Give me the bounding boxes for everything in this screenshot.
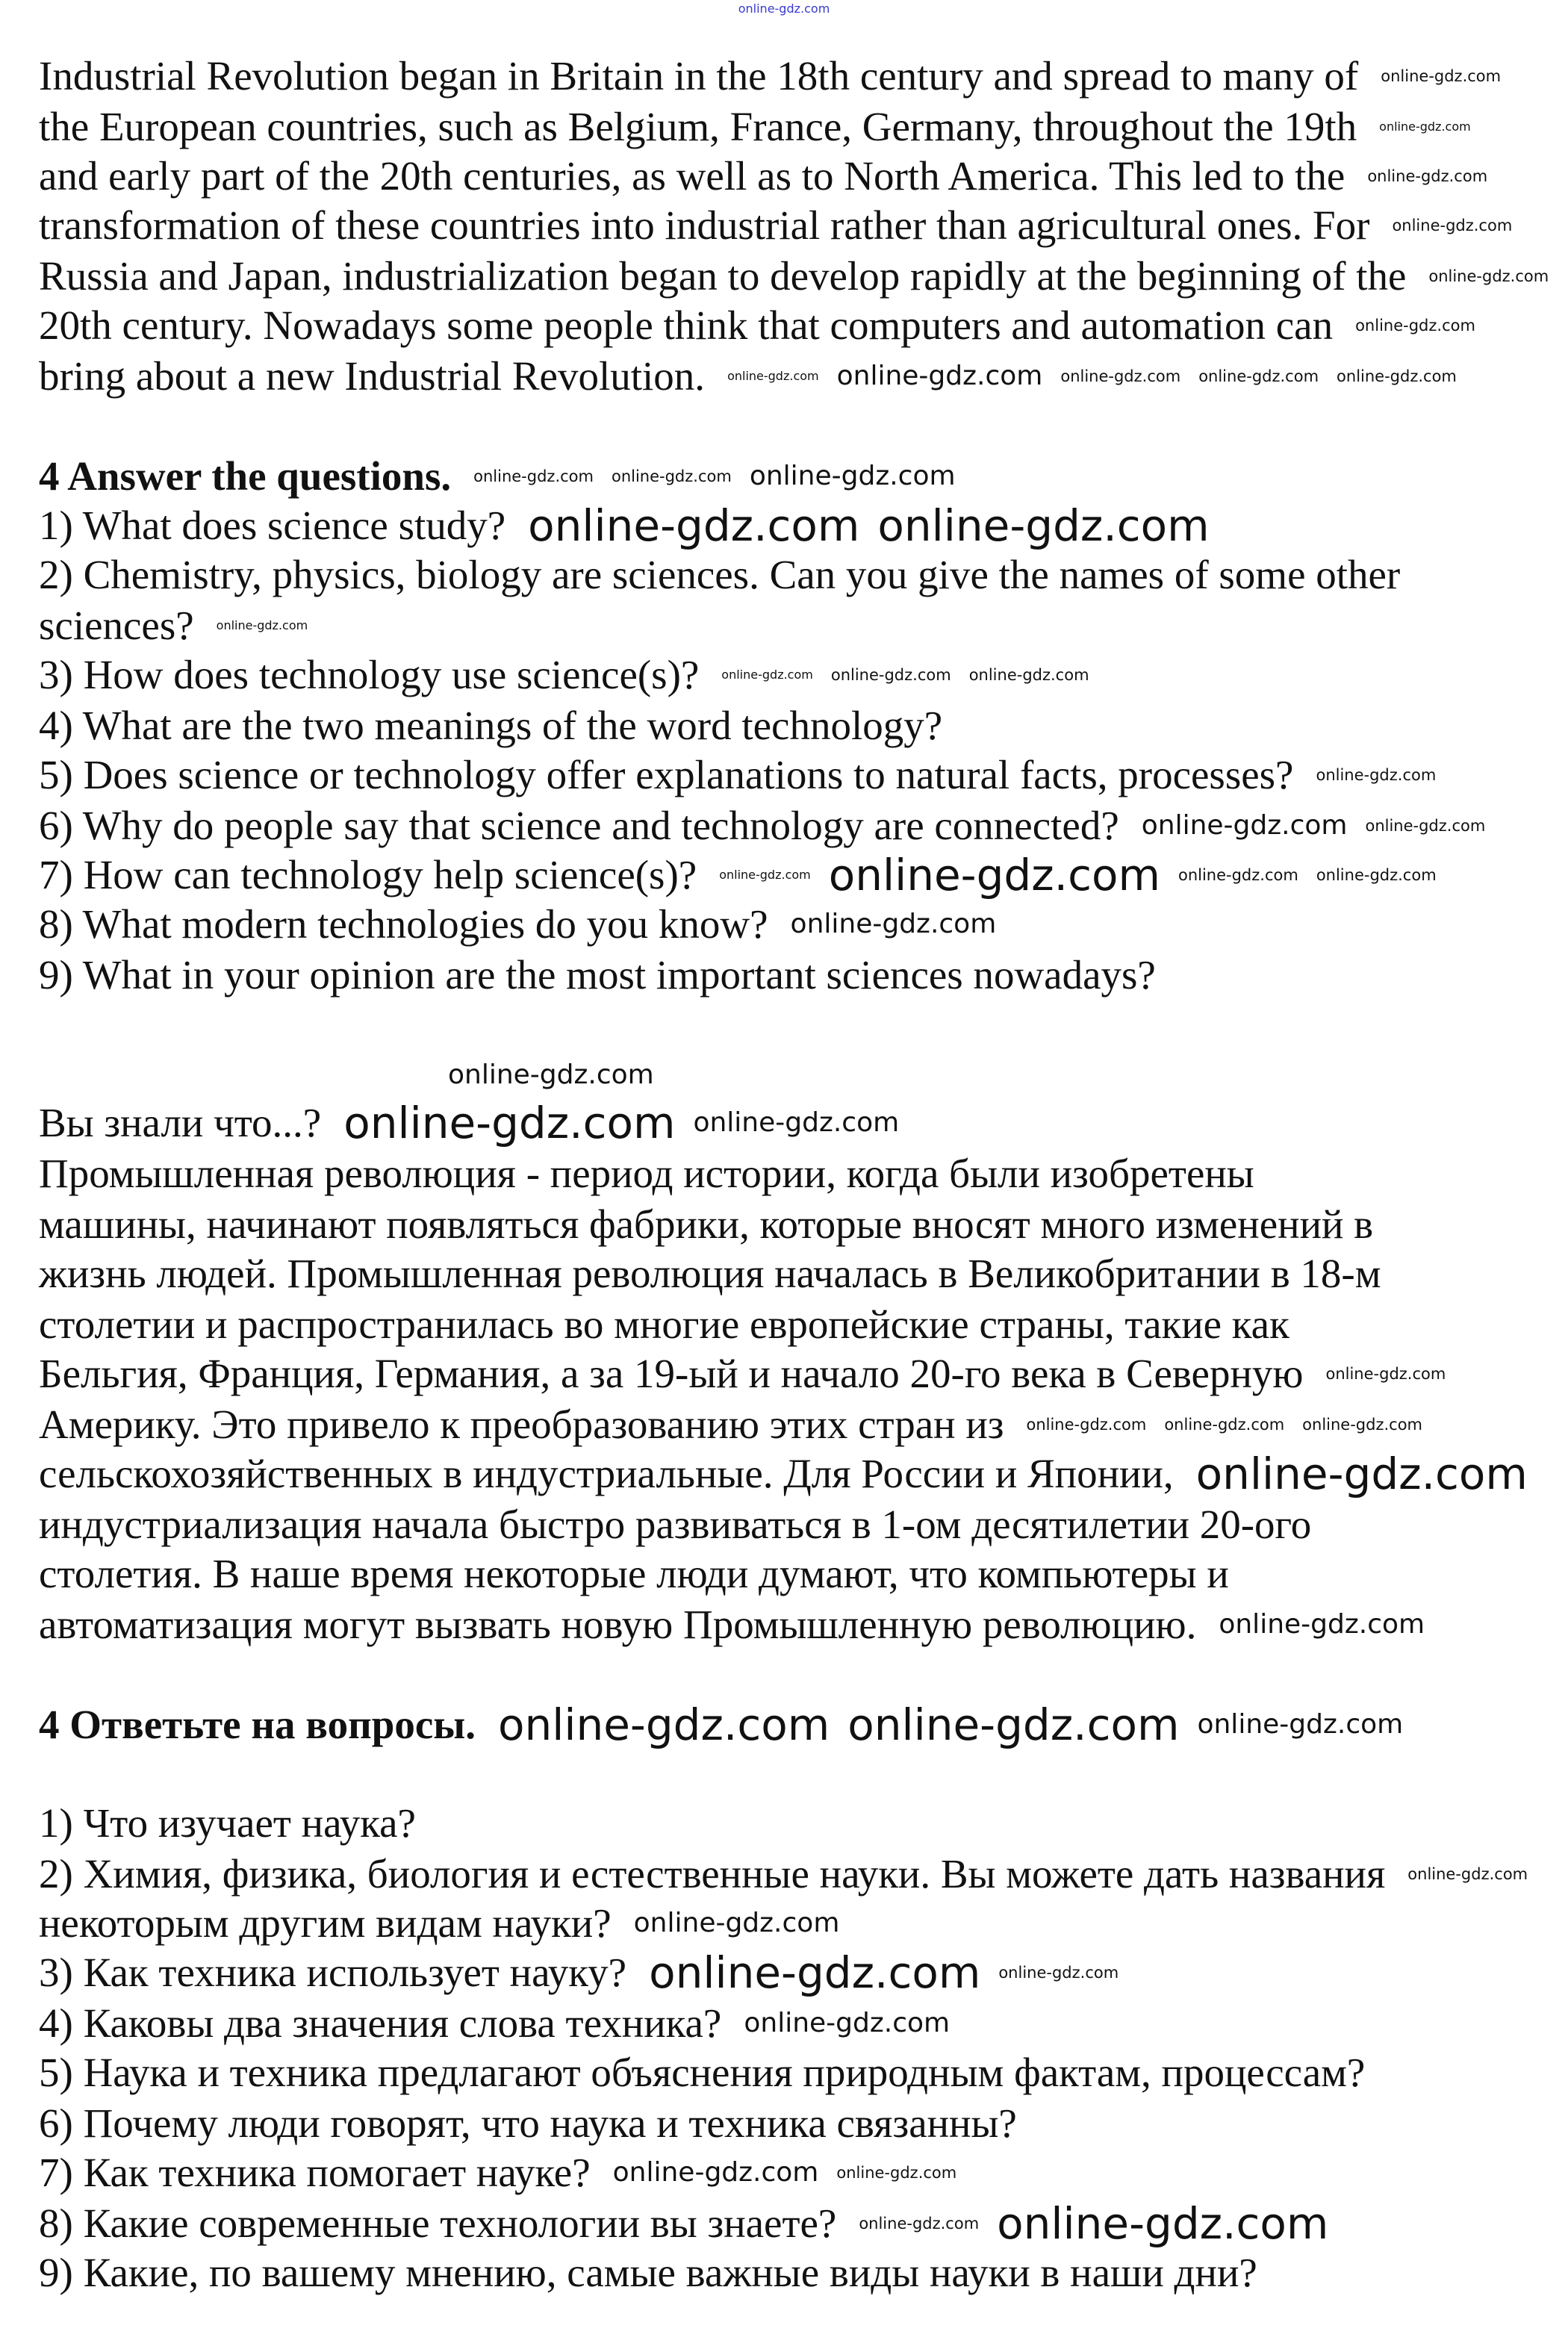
watermark: online-gdz.com bbox=[836, 361, 1043, 392]
watermark: online-gdz.com bbox=[1316, 865, 1437, 884]
paragraph-line: машины, начинают появляться фабрики, которые вносят много изменений в bbox=[39, 1201, 1374, 1247]
paragraph-line: and early part of the 20th centuries, as well as to North America. This led to the bbox=[39, 153, 1345, 199]
watermark: online-gdz.com bbox=[847, 1699, 1180, 1750]
watermark: online-gdz.com bbox=[612, 2157, 819, 2188]
watermark: online-gdz.com bbox=[1060, 367, 1181, 385]
watermark: online-gdz.com bbox=[473, 467, 594, 485]
paragraph-line: Америку. Это привело к преобразованию этих стран из bbox=[39, 1401, 1004, 1447]
question-line: 8) Какие современные технологии вы знаете? bbox=[39, 2200, 837, 2246]
watermark: online-gdz.com bbox=[498, 1699, 830, 1750]
watermark: online-gdz.com bbox=[1316, 765, 1437, 784]
watermark: online-gdz.com bbox=[790, 909, 997, 940]
question-line: 8) What modern technologies do you know? bbox=[39, 901, 768, 947]
paragraph-line: столетии и распространилась во многие европейские страны, такие как bbox=[39, 1301, 1289, 1347]
paragraph-line: bring about a new Industrial Revolution. bbox=[39, 353, 706, 399]
watermark: online-gdz.com bbox=[1302, 1415, 1423, 1434]
watermark: online-gdz.com bbox=[998, 1963, 1119, 1982]
watermark: online-gdz.com bbox=[1195, 1448, 1528, 1499]
watermark: online-gdz.com bbox=[877, 500, 1210, 551]
paragraph-line: Russia and Japan, industrialization began to develop rapidly at the beginning of the bbox=[39, 253, 1407, 299]
paragraph-line: 20th century. Nowadays some people think that computers and automation can bbox=[39, 302, 1334, 348]
question-line: 9) Какие, по вашему мнению, самые важные виды науки в наши дни? bbox=[39, 2250, 1257, 2295]
watermark: online-gdz.com bbox=[836, 2163, 957, 2182]
question-line: 2) Chemistry, physics, biology are sciences. Can you give the names of some other bbox=[39, 552, 1401, 597]
paragraph-line: жизнь людей. Промышленная революция началась в Великобритании в 18-м bbox=[39, 1251, 1381, 1296]
paragraph-line: сельскохозяйственных в индустриальные. Для России и Японии, bbox=[39, 1451, 1174, 1496]
question-line: 6) Почему люди говорят, что наука и техника связанны? bbox=[39, 2100, 1017, 2146]
watermark: online-gdz.com bbox=[1141, 810, 1348, 841]
watermark: online-gdz.com bbox=[1197, 1709, 1404, 1740]
paragraph-line: индустриализация начала быстро развиваться в 1-ом десятилетии 20-ого bbox=[39, 1502, 1312, 1547]
watermark: online-gdz.com bbox=[649, 1947, 981, 1998]
watermark: online-gdz.com bbox=[1367, 167, 1488, 185]
watermark: online-gdz.com bbox=[611, 467, 732, 485]
paragraph-line: transformation of these countries into industrial rather than agricultural ones. For bbox=[39, 202, 1370, 248]
question-line: 7) How can technology help science(s)? bbox=[39, 852, 697, 897]
watermark: online-gdz.com bbox=[719, 867, 811, 882]
watermark: online-gdz.com bbox=[1164, 1415, 1285, 1434]
watermark: online-gdz.com bbox=[1355, 316, 1475, 335]
question-line: 5) Does science or technology offer explanations to natural facts, processes? bbox=[39, 752, 1294, 797]
watermark: online-gdz.com bbox=[721, 667, 813, 682]
section-heading: 4 Answer the questions. bbox=[39, 453, 452, 499]
question-line: sciences? bbox=[39, 603, 194, 648]
paragraph-line: столетия. В наше время некоторые люди думают, что компьютеры и bbox=[39, 1551, 1229, 1596]
question-line: некоторым другим видам науки? bbox=[39, 1900, 612, 1946]
question-line: 5) Наука и техника предлагают объяснения природным фактам, процессам? bbox=[39, 2050, 1366, 2095]
watermark: online-gdz.com bbox=[1337, 367, 1457, 385]
watermark: online-gdz.com bbox=[744, 2008, 951, 2039]
header-watermark: online-gdz.com bbox=[738, 1, 830, 16]
paragraph-line: Бельгия, Франция, Германия, а за 19-ый и начало 20-го века в Северную bbox=[39, 1351, 1304, 1396]
question-line: 3) Как техника использует науку? bbox=[39, 1950, 627, 1995]
watermark: online-gdz.com bbox=[343, 1097, 676, 1148]
section-heading: 4 Ответьте на вопросы. bbox=[39, 1702, 476, 1747]
question-line: 6) Why do people say that science and technology are connected? bbox=[39, 803, 1119, 848]
watermark: online-gdz.com bbox=[828, 849, 1160, 900]
question-line: 1) What does science study? bbox=[39, 503, 506, 548]
watermark: online-gdz.com bbox=[1177, 865, 1298, 884]
watermark: online-gdz.com bbox=[1026, 1415, 1147, 1434]
watermark: online-gdz.com bbox=[633, 1908, 840, 1939]
watermark: online-gdz.com bbox=[448, 1060, 654, 1091]
paragraph-line: Industrial Revolution began in Britain in the 18th century and spread to many of bbox=[39, 53, 1359, 99]
question-line: 7) Как техника помогает науке? bbox=[39, 2150, 591, 2195]
watermark: online-gdz.com bbox=[1407, 1864, 1528, 1883]
watermark: online-gdz.com bbox=[1198, 367, 1319, 385]
paragraph-line: автоматизация могут вызвать новую Промышленную революцию. bbox=[39, 1602, 1197, 1647]
watermark: online-gdz.com bbox=[528, 500, 860, 551]
question-line: 2) Химия, физика, биология и естественные науки. Вы можете дать названия bbox=[39, 1851, 1386, 1897]
question-line: 1) Что изучает наука? bbox=[39, 1800, 416, 1846]
watermark: online-gdz.com bbox=[216, 617, 308, 632]
question-line: 3) How does technology use science(s)? bbox=[39, 652, 700, 697]
watermark: online-gdz.com bbox=[749, 461, 956, 492]
watermark: online-gdz.com bbox=[968, 665, 1089, 684]
watermark: online-gdz.com bbox=[1365, 816, 1486, 835]
watermark: online-gdz.com bbox=[1379, 119, 1471, 134]
watermark: online-gdz.com bbox=[693, 1107, 900, 1139]
watermark: online-gdz.com bbox=[859, 2214, 980, 2233]
question-line: 4) Каковы два значения слова техника? bbox=[39, 2000, 722, 2046]
question-line: 9) What in your opinion are the most important sciences nowadays? bbox=[39, 952, 1156, 998]
watermark: online-gdz.com bbox=[997, 2197, 1329, 2249]
question-line: 4) What are the two meanings of the word technology? bbox=[39, 703, 943, 748]
watermark: online-gdz.com bbox=[1325, 1364, 1446, 1383]
paragraph-line: the European countries, such as Belgium, France, Germany, throughout the 19th bbox=[39, 104, 1357, 149]
watermark: online-gdz.com bbox=[727, 368, 819, 383]
watermark: online-gdz.com bbox=[1381, 66, 1502, 85]
watermark: online-gdz.com bbox=[1392, 216, 1513, 234]
intro-line: Вы знали что...? bbox=[39, 1100, 322, 1145]
watermark: online-gdz.com bbox=[1428, 267, 1549, 285]
paragraph-line: Промышленная революция - период истории, когда были изобретены bbox=[39, 1151, 1254, 1196]
watermark: online-gdz.com bbox=[1219, 1609, 1425, 1640]
watermark: online-gdz.com bbox=[830, 665, 951, 684]
